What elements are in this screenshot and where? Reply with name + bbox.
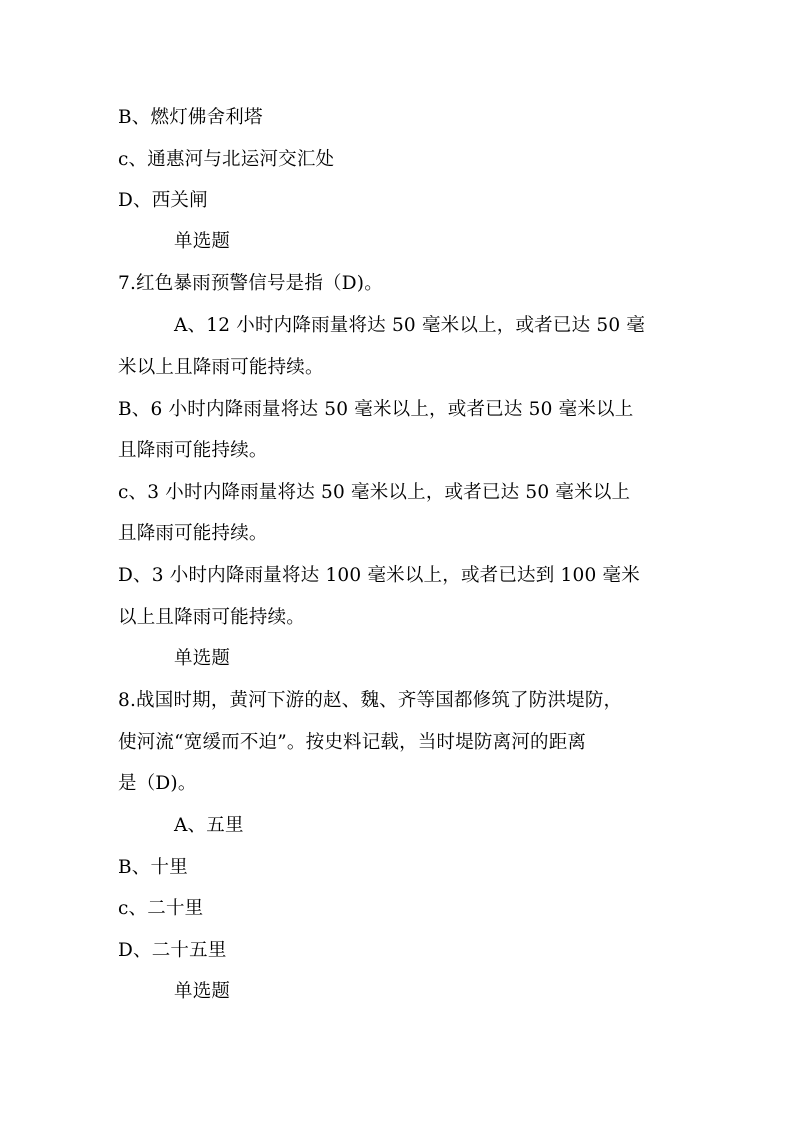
q6-option-d: D、西关闸 bbox=[118, 190, 208, 211]
q7-type-label: 单选题 bbox=[174, 648, 231, 669]
q8-option-a: A、五里 bbox=[174, 815, 244, 836]
q8-type-label: 单选题 bbox=[174, 981, 231, 1002]
q7-option-a-line2: 米以上且降雨可能持续。 bbox=[118, 357, 324, 378]
q8-option-c: c、二十里 bbox=[118, 898, 204, 919]
q7-question: 7.红色暴雨预警信号是指（D)。 bbox=[118, 273, 383, 294]
q8-question-line3: 是（D)。 bbox=[118, 773, 197, 794]
q6-option-c: c、通惠河与北运河交汇处 bbox=[118, 149, 335, 170]
q7-option-b-line1: B、6 小时内降雨量将达 50 毫米以上，或者已达 50 毫米以上 bbox=[118, 399, 634, 420]
q6-type-label: 单选题 bbox=[174, 231, 231, 252]
q7-option-d-line1: D、3 小时内降雨量将达 100 毫米以上，或者已达到 100 毫米 bbox=[118, 565, 640, 586]
q7-option-d-line2: 以上且降雨可能持续。 bbox=[118, 607, 306, 628]
q7-option-c-line1: c、3 小时内降雨量将达 50 毫米以上，或者已达 50 毫米以上 bbox=[118, 482, 631, 503]
q7-option-a-line1: A、12 小时内降雨量将达 50 毫米以上，或者已达 50 毫 bbox=[174, 315, 646, 336]
q6-option-b: B、燃灯佛舍利塔 bbox=[118, 107, 263, 128]
q7-option-b-line2: 且降雨可能持续。 bbox=[118, 440, 268, 461]
q8-question-line2: 使河流“宽缓而不迫”。按史料记载，当时堤防离河的距离 bbox=[118, 732, 587, 753]
q7-option-c-line2: 且降雨可能持续。 bbox=[118, 523, 268, 544]
q8-question-line1: 8.战国时期，黄河下游的赵、魏、齐等国都修筑了防洪堤防， bbox=[118, 690, 623, 711]
q8-option-b: B、十里 bbox=[118, 857, 188, 878]
q8-option-d: D、二十五里 bbox=[118, 940, 227, 961]
